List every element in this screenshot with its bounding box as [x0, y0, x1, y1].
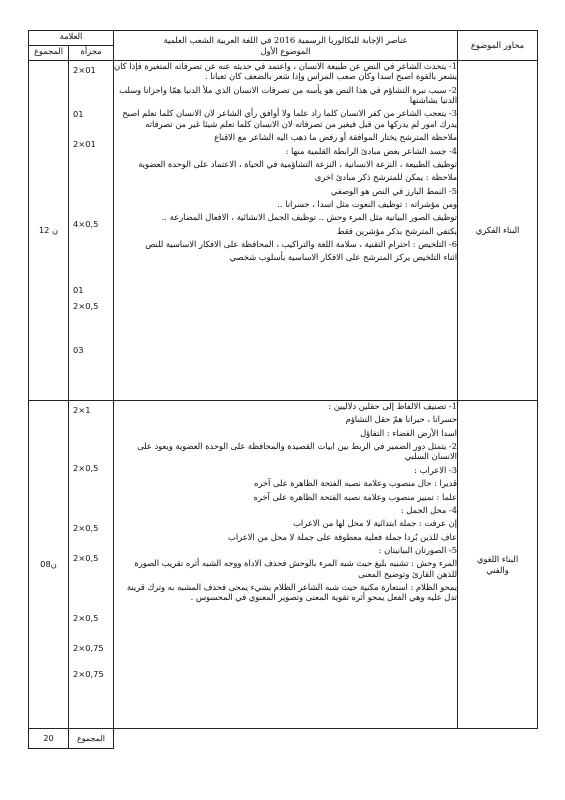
section2-total: 08ن [29, 401, 69, 729]
answer-line: 1- يتحدث الشاعر في النص عن طبيعة الانسان ، واعتمد في حديثه عنه عن تصرفاته المتغيرة فإذا كان يشعر بالقوة اصبح اسدا وكان صعب المراس وإذا شعر بالضعف كان ثعبانا . [114, 61, 457, 82]
section2-answers [114, 401, 458, 729]
section1-answers [114, 61, 458, 401]
answer-line: ومن مؤشراته : توظيف النعوت مثل اسدا ، حسرانا .. [277, 198, 457, 209]
answer-key-table [28, 30, 538, 749]
mark-item: 4×0,5 [73, 219, 99, 229]
mark-item: 01 [73, 109, 84, 119]
answer-line: إن عرفت : جملة ابتدائية لا محل لها من الاعراب [293, 518, 457, 529]
section1-total: 12 ن [29, 61, 69, 401]
mark-item: 2×1 [73, 405, 91, 415]
mark-item: 03 [73, 345, 84, 355]
answer-line: ملاحظة المترشح يختار الموافقة أو رفض ما ذهب اليه الشاعر مع الاقناع [214, 132, 457, 143]
mark-item: 2×0,75 [73, 643, 104, 653]
answer-line: توظيف الطبيعة ، النزعة الانسانية ، النزعة التشاؤمية في الحياة ، الاعتماد على الوحدة العضوية [138, 158, 457, 169]
exam-title: عناصر الإجابة للبكالوريا الرسمية 2016 في اللغة العربية الشعب العلمية [163, 35, 408, 46]
answer-line: اسدا الأرض الغضاء : التفاؤل [360, 427, 457, 438]
footer-empty [114, 729, 458, 749]
answer-line: 2- سبب نبرة التشاؤم في هذا النص هو يأسه من تصرفات الانسان الذي ملأ الدنيا همّا واحزانا وسلب الدنيا بشاشتها [119, 84, 457, 106]
section1-marks [69, 61, 114, 401]
answer-line: 1- تصنيف الالفاظ إلى حقلين دلاليين : [328, 401, 457, 411]
answer-line: 5- النمط البارز في النص هو الوصفي [330, 185, 457, 196]
title-cell [114, 31, 458, 61]
partial-header: مجزأة [69, 46, 114, 61]
subject-title: الموضوع الأول [260, 45, 311, 56]
axes-header: محاور الموضوع [458, 31, 538, 61]
answer-line: علما : تمييز منصوب وعلامة نصبه الفتحة الظاهرة على آخره [253, 491, 457, 502]
mark-item: 2×0,5 [73, 301, 99, 311]
answer-line: المرء وحش : تشبيه بليغ حيث شبه المرء بالوحش فحذف الاداة ووجه الشبه أثره تقريب الصورة للذهن القارئ وتوضيح المعنى [134, 558, 457, 579]
axis-label-line: والفني [486, 564, 509, 575]
answer-line: 3- يتعجب الشاعر من كفر الانسان كلما زاد علما ولا أوافق رأي الشاعر لان الانسان كلما تعلم اصبح يدرك امور لم يدركها من قبل فيغير من تصرفاته لان الانسان كلما تعلم شيئا غير من تصرفاته [122, 108, 457, 129]
grade-header: العلامة [29, 31, 114, 46]
answer-line: 4- محل الجمل : [400, 504, 457, 515]
mark-item: 2×01 [73, 139, 96, 149]
answer-line: اثناء التلخيص يركز المترشح على الافكار الاساسية بأسلوب شخصي [229, 252, 457, 263]
mark-item: 2×0,75 [73, 669, 104, 679]
mark-item: 2×0,5 [73, 523, 99, 533]
mark-item: 2×0,5 [73, 463, 99, 473]
answer-line: حسرانا ، حيرانا همّ حقل التشاؤم [345, 414, 457, 425]
section1-axis: البناء الفكري [458, 61, 538, 401]
answer-line: يمحو الظلام : استعارة مكنية حيث شبه الشاعر الظلام بشيء يمحى فحذف المشبه به وترك قرينة تدل عليه وهي الفعل يمحو أثره تقوية المعنى وتصوير المعنوي في المحسوس . [126, 582, 457, 603]
answer-line: 3- الاعراب : [414, 464, 457, 475]
mark-item: 2×01 [73, 65, 96, 75]
mark-item: 2×0,5 [73, 553, 99, 563]
answer-line: 6- التلخيص : احترام التقنية ، سلامة اللغة والتراكيب ، المحافظة على الافكار الاساسية للنص [145, 239, 457, 250]
answer-line: ملاحظة : يمكن للمترشح ذكر مبادئ اخرى [314, 172, 457, 183]
grand-total-label: المجموع [69, 729, 114, 749]
footer-empty [458, 729, 538, 749]
answer-line: عاف للذين بُردا جملة فعلية معطوفة على جملة لا محل من الاعراب [228, 531, 457, 542]
total-header: المجموع [29, 46, 69, 61]
grand-total: 20 [29, 729, 69, 749]
section2-marks [69, 401, 114, 729]
answer-line: 5- الصورتان البيانيتان : [378, 544, 457, 555]
answer-line: يكتفي المترشح بذكر مؤشرين فقط [336, 225, 457, 236]
answer-line: 4- جسد الشاعر بعض مبادئ الرابطة القلمية منها : [285, 145, 457, 156]
mark-item: 01 [73, 285, 84, 295]
section2-axis [458, 401, 538, 729]
answer-line: توظيف الصور البيانية مثل المرء وحش .. توظيف الجمل الانشائية ، الافعال المضارعة .. [161, 212, 457, 223]
answer-line: قديرا : حال منصوب وعلامة نصبه الفتحة الظاهرة على آخره [253, 478, 457, 489]
mark-item: 2×0,5 [73, 613, 99, 623]
answer-line: 2- يتمثل دور الضمير في الربط بين ابيات القصيدة والمحافظة على الوحدة العضوية ويعود على الانسان السلبي [137, 441, 457, 462]
axis-label-line: البناء اللغوي [476, 554, 519, 565]
